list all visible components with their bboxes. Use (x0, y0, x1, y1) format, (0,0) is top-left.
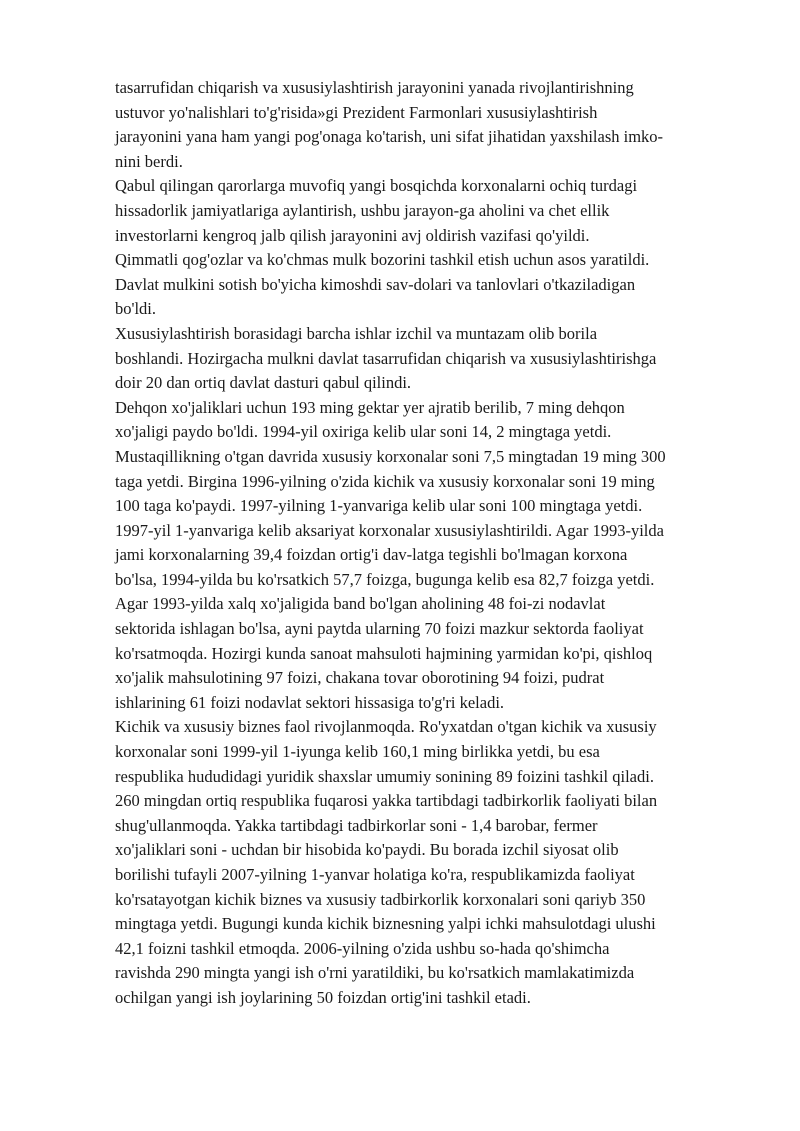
text-line: tasarrufidan chiqarish va xususiylashtirish jarayonini yanada rivojlantirishning (115, 78, 634, 97)
text-line: xo'jaligi paydo bo'ldi. 1994-yil oxiriga kelib ular soni 14, 2 mingtaga yetdi. (115, 422, 612, 442)
text-line: korxonalar soni 1999-yil 1-iyunga kelib 160,1 ming birlikka yetdi, bu esa (115, 742, 600, 762)
text-line: Mustaqillikning o'tgan davrida xususiy korxonalar soni 7,5 mingtadan 19 ming 300 (115, 446, 666, 466)
text-line: nini berdi. (115, 151, 183, 171)
text-line: Kichik va xususiy biznes faol rivojlanmoqda. Ro'yxatdan o'tgan kichik va xususiy (115, 717, 657, 737)
text-line: xo'jaliklari soni - uchdan bir hisobida ko'paydi. Bu borada izchil siyosat olib (115, 840, 619, 860)
text-line: taga yetdi. Birgina 1996-yilning o'zida kichik va xususiy korxonalar soni 19 ming (115, 471, 655, 491)
text-line: 42,1 foizni tashkil etmoqda. 2006-yilning o'zida ushbu so-hada qo'shimcha (115, 938, 610, 958)
text-line: ko'rsatayotgan kichik biznes va xususiy tadbirkorlik korxonalari soni qariyb 350 (115, 889, 646, 909)
text-line: boshlandi. Hozirgacha mulkni davlat tasarrufidan chiqarish va xususiylashtirishga (115, 348, 657, 368)
text-line: Xususiylashtirish borasidagi barcha ishlar izchil va muntazam olib borila (115, 323, 598, 343)
text-line: mingtaga yetdi. Bugungi kunda kichik biznesning yalpi ichki mahsulotdagi ulushi (115, 914, 656, 934)
text-line: Qimmatli qog'ozlar va ko'chmas mulk bozorini tashkil etish uchun asos yaratildi. (115, 250, 650, 270)
text-line: 260 mingdan ortiq respublika fuqarosi yakka tartibdagi tadbirkorlik faoliyati bilan (115, 791, 658, 811)
text-line: ravishda 290 mingta yangi ish o'rni yaratildiki, bu ko'rsatkich mamlakatimizda (115, 963, 635, 983)
text-line: borilishi tufayli 2007-yilning 1-yanvar holatiga ko'ra, respublikamizda faoliyat (115, 865, 635, 884)
text-line: ustuvor yo'nalishlari to'g'risida»gi Prezident Farmonlari xususiylashtirish (115, 102, 598, 122)
text-line: xo'jalik mahsulotining 97 foizi, chakana tovar oborotining 94 foizi, pudrat (115, 668, 605, 688)
text-line: doir 20 dan ortiq davlat dasturi qabul qilindi. (115, 373, 412, 393)
text-line: sektorida ishlagan bo'lsa, ayni paytda ularning 70 foizi mazkur sektorda faoliyat (115, 619, 644, 639)
text-line: hissadorlik jamiyatlariga aylantirish, ushbu jarayon-ga aholini va chet ellik (115, 200, 610, 220)
text-line: 1997-yil 1-yanvariga kelib aksariyat korxonalar xususiylashtirildi. Agar 1993-yilda (115, 520, 664, 540)
text-line: investorlarni kengroq jalb qilish jarayonini avj oldirish vazifasi qo'yildi. (115, 225, 590, 245)
text-line: respublika hududidagi yuridik shaxslar umumiy sonining 89 foizini tashkil qiladi. (115, 766, 654, 786)
text-line: bo'ldi. (115, 299, 157, 319)
text-line: jami korxonalarning 39,4 foizdan ortig'i dav-latga tegishli bo'lmagan korxona (115, 545, 628, 565)
text-line: Agar 1993-yilda xalq xo'jaligida band bo'lgan aholining 48 foi-zi nodavlat (115, 594, 606, 614)
text-line: ko'rsatmoqda. Hozirgi kunda sanoat mahsuloti hajmining yarmidan ko'pi, qishloq (115, 643, 653, 663)
text-line: Dehqon xo'jaliklari uchun 193 ming gektar yer ajratib berilib, 7 ming dehqon (115, 397, 625, 417)
text-line: bo'lsa, 1994-yilda bu ko'rsatkich 57,7 foizga, bugunga kelib esa 82,7 foizga yetdi. (115, 569, 655, 589)
text-line: shug'ullanmoqda. Yakka tartibdagi tadbirkorlar soni - 1,4 barobar, fermer (115, 815, 598, 835)
text-line: ishlarining 61 foizi nodavlat sektori hissasiga to'g'ri keladi. (115, 692, 505, 712)
text-line: ochilgan yangi ish joylarining 50 foizdan ortig'ini tashkil etadi. (115, 987, 531, 1007)
text-line: jarayonini yana ham yangi pog'onaga ko'tarish, uni sifat jihatidan yaxshilash imko- (115, 127, 664, 147)
document-body (115, 76, 745, 1011)
text-line: Davlat mulkini sotish bo'yicha kimoshdi sav-dolari va tanlovlari o'tkaziladigan (115, 274, 636, 294)
text-line: Qabul qilingan qarorlarga muvofiq yangi bosqichda korxonalarni ochiq turdagi (115, 176, 638, 196)
text-line: 100 taga ko'paydi. 1997-yilning 1-yanvariga kelib ular soni 100 mingtaga yetdi. (115, 496, 643, 516)
